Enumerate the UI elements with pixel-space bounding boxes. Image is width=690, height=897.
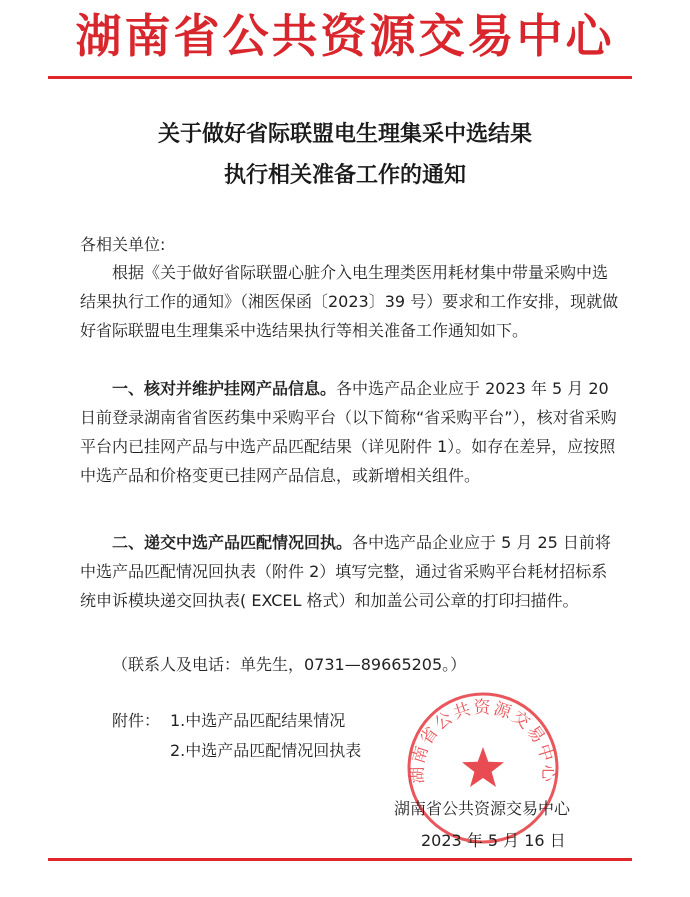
- section-2-paragraph: [80, 528, 620, 615]
- intro-paragraph: 根据《关于做好省际联盟心脏介入电生理类医用耗材集中带量采购中选结果执行工作的通知》（湘医保函〔2023〕39 号）要求和工作安排，现就做好省际联盟电生理集采中选结果执行等相关准备工作通知如下。: [80, 263, 619, 340]
- seal-text: 湖南省公共资源交易中心: [407, 698, 559, 784]
- attachment-item-1: 1.中选产品匹配结果情况: [170, 711, 346, 730]
- official-seal-stamp: [404, 689, 562, 847]
- section-1-paragraph: [80, 374, 620, 490]
- org-header-title: 湖南省公共资源交易中心: [75, 9, 615, 63]
- attachment-item-2: 2.中选产品匹配情况回执表: [170, 741, 362, 760]
- salutation: 各相关单位:: [80, 235, 166, 254]
- document-title-line-1: 关于做好省际联盟电生理集采中选结果: [157, 121, 532, 147]
- document-title-line-2: 执行相关准备工作的通知: [223, 162, 466, 188]
- contact-line: （联系人及电话：单先生，0731—89665205。）: [112, 655, 467, 674]
- seal-star-icon: [462, 747, 504, 787]
- header-red-rule: [48, 76, 632, 79]
- attachments-label: 附件：: [112, 711, 161, 730]
- section-2-heading: 二、递交中选产品匹配情况回执。: [112, 533, 353, 552]
- section-1-body: 各中选产品企业应于 2023 年 5 月 20 日前登录湖南省省医药集中采购平台（以下简称“省采购平台”），核对省采购平台内已挂网产品与中选产品匹配结果（详见附件 1）。如存在差异，应按照中选产品和价格变更已挂网产品信息，或新增相关组件。: [80, 379, 617, 485]
- footer-red-rule: [48, 858, 632, 861]
- section-1-heading: 一、核对并维护挂网产品信息。: [112, 379, 337, 398]
- section-2-body: 各中选产品企业应于 5 月 25 日前将中选产品匹配情况回执表（附件 2）填写完整，通过省采购平台耗材招标系统申诉模块递交回执表( EXCEL 格式）和加盖公司公章的打印扫描件。: [80, 533, 611, 610]
- signature-organization: 湖南省公共资源交易中心: [394, 799, 571, 818]
- signature-date: 2023 年 5 月 16 日: [421, 831, 566, 850]
